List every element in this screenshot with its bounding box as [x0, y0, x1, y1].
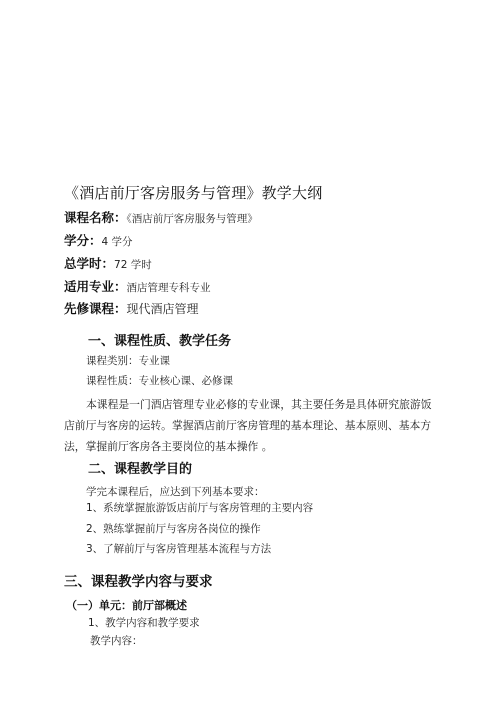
section2-item-3: 3、了解前厅与客房管理基本流程与方法 [86, 543, 272, 555]
credits-label: 学分： [64, 233, 102, 248]
course-name-value: 《酒店前厅客房服务与管理》 [126, 213, 258, 225]
course-name-row [64, 208, 258, 226]
major-value: 酒店管理专科专业 [126, 282, 211, 294]
credits-value: 4 学分 [101, 236, 133, 248]
course-nature-line: 课程性质：专业核心课、必修课 [86, 375, 233, 387]
credits-row [64, 231, 133, 249]
section2-item-2: 2、熟练掌握前厅与客房各岗位的操作 [86, 523, 261, 535]
hours-label: 总学时： [64, 256, 115, 271]
course-name-label: 课程名称： [64, 210, 127, 225]
section1-heading: 一、课程性质、教学任务 [88, 334, 232, 349]
section2-item-1: 1、系统掌握旅游饭店前厅与客房管理的主要内容 [86, 502, 314, 514]
document-title: 《酒店前厅客房服务与管理》教学大纲 [64, 184, 323, 202]
section2-heading: 二、课程教学目的 [88, 462, 193, 477]
section1-paragraph: 本课程是一门酒店管理专业必修的专业课，其主要任务是具体研究旅游饭店前厅与客房的运转。掌握酒店前厅客房管理的基本理论、基本原则、基本方法，掌握前厅客房各主要岗位的基本操作 。 [64, 398, 432, 453]
unit-heading: （一）单元：前厅部概述 [66, 599, 187, 612]
major-row [64, 277, 211, 295]
hours-row [64, 254, 152, 272]
hours-value: 72 学时 [114, 259, 152, 271]
course-type-line: 课程类别：专业课 [86, 355, 170, 367]
prereq-label: 先修课程： [64, 301, 127, 316]
section3-heading: 三、课程教学内容与要求 [64, 574, 213, 590]
prereq-value: 现代酒店管理 [126, 302, 199, 316]
section2-intro: 学完本课程后，应达到下列基本要求： [86, 486, 265, 498]
section3-item-1: 1、教学内容和教学要求 [88, 617, 200, 629]
major-label: 适用专业： [64, 279, 127, 294]
prereq-row [64, 299, 199, 317]
section3-item-2: 教学内容： [90, 635, 143, 647]
